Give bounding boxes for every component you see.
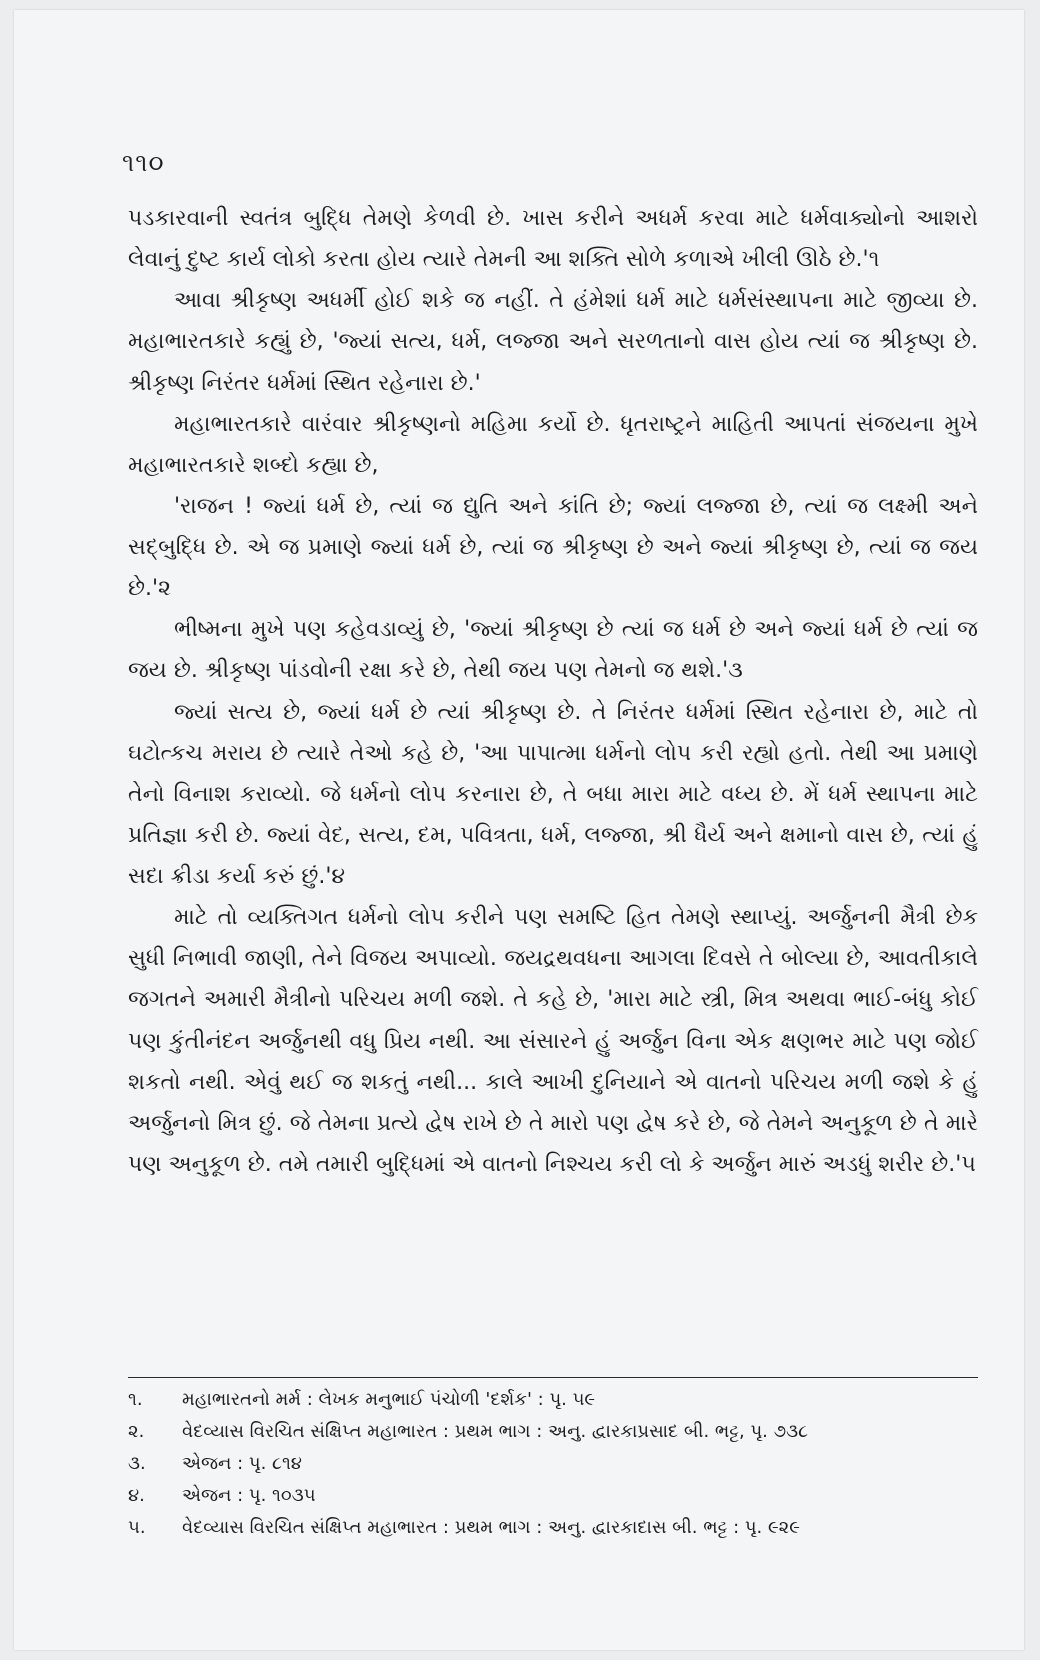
footnote-item [128,1480,978,1512]
footnote-number: ૨. [128,1421,145,1443]
footnote-item [128,1512,978,1544]
body-text [128,198,978,1185]
footnote-text: એજન : પૃ. ૧૦૩૫ [182,1485,316,1507]
page-number: ૧૧૦ [122,148,165,177]
paragraph-1: પડકારવાની સ્વતંત્ર બુદ્ધિ તેમણે કેળવી છે. ખાસ કરીને અધર્મ કરવા માટે ધર્મવાક્યોનો આશરો લેવાનું દુષ્ટ કાર્ય લોકો કરતા હોય ત્યારે તેમની આ શક્તિ સોળે કળાએ ખીલી ઊઠે છે.'૧ [128,206,978,273]
paragraph-7: માટે તો વ્યક્તિગત ધર્મનો લોપ કરીને પણ સમષ્ટિ હિત તેમણે સ્થાપ્યું. અર્જુનની મૈત્રી છેક સુધી નિભાવી જાણી, તેને વિજય અપાવ્યો. જયદ્રથવધના આગલા દિવસે તે બોલ્યા છે, આવતીકાલે જગતને અમારી મૈત્રીનો પરિચય મળી જશે. તે કહે છે, 'મારા માટે સ્ત્રી, મિત્ર અથવા ભાઈ-બંધુ કોઈ પણ કુંતીનંદન અર્જુનથી વધુ પ્રિય નથી. આ સંસારને હું અર્જુન વિના એક ક્ષણભર માટે પણ જોઈ શકતો નથી. એવું થઈ જ શકતું નથી... કાલે આખી દુનિયાને એ વાતનો પરિચય મળી જશે કે હું અર્જુનનો મિત્ર છું. જે તેમના પ્રત્યે દ્વેષ રાખે છે તે મારો પણ દ્વેષ કરે છે, જે તેમને અનુકૂળ છે તે મારે પણ અનુકૂળ છે. તમે તમારી બુદ્ધિમાં એ વાતનો નિશ્ચય કરી લો કે અર્જુન મારું અડધું શરીર છે.'૫ [128,905,978,1177]
footnote-divider [128,1377,978,1378]
footnote-number: ૪. [128,1485,145,1507]
paragraph-6: જ્યાં સત્ય છે, જ્યાં ધર્મ છે ત્યાં શ્રીકૃષ્ણ છે. તે નિરંતર ધર્મમાં સ્થિત રહેનારા છે, માટે તો ઘટોત્કચ મરાય છે ત્યારે તેઓ કહે છે, 'આ પાપાત્મા ધર્મનો લોપ કરી રહ્યો હતો. તેથી આ પ્રમાણે તેનો વિનાશ કરાવ્યો. જે ધર્મનો લોપ કરનારા છે, તે બધા મારા માટે વધ્ય છે. મેં ધર્મ સ્થાપના માટે પ્રતિજ્ઞા કરી છે. જ્યાં વેદ, સત્ય, દમ, પવિત્રતા, ધર્મ, લજ્જા, શ્રી ધૈર્ય અને ક્ષમાનો વાસ છે, ત્યાં હું સદા ક્રીડા કર્યા કરું છું.'૪ [128,699,978,889]
footnote-text: વેદવ્યાસ વિરચિત સંક્ષિપ્ત મહાભારત : પ્રથમ ભાગ : અનુ. દ્વારકાપ્રસાદ બી. ભટ્ટ, પૃ. ૭૩૮ [182,1421,809,1443]
footnote-item [128,1416,978,1448]
footnote-item [128,1448,978,1480]
footnote-number: ૧. [128,1389,143,1410]
footnote-text: મહાભારતનો મર્મ : લેખક મનુભાઈ પંચોળી 'દર્શક' : પૃ. ૫૯ [182,1389,596,1410]
paragraph-4-quote: 'રાજન ! જ્યાં ધર્મ છે, ત્યાં જ દ્યુતિ અને કાંતિ છે; જ્યાં લજ્જા છે, ત્યાં જ લક્ષ્મી અને સદ્બુદ્ધિ છે. એ જ પ્રમાણે જ્યાં ધર્મ છે, ત્યાં જ શ્રીકૃષ્ણ છે અને જ્યાં શ્રીકૃષ્ણ છે, ત્યાં જ જય છે.'૨ [128,493,978,602]
footnotes [128,1384,978,1544]
footnote-number: ૩. [128,1453,146,1475]
footnote-item [128,1384,978,1416]
book-page [14,10,1024,1650]
footnote-text: વેદવ્યાસ વિરચિત સંક્ષિપ્ત મહાભારત : પ્રથમ ભાગ : અનુ. દ્વારકાદાસ બી. ભટ્ટ : પૃ. ૯૨૯ [182,1517,800,1539]
paragraph-3: મહાભારતકારે વારંવાર શ્રીકૃષ્ણનો મહિમા કર્યો છે. ધૃતરાષ્ટ્રને માહિતી આપતાં સંજયના મુખે મહાભારતકારે શબ્દો કહ્યા છે, [128,411,978,478]
footnote-number: ૫. [128,1517,146,1539]
footnote-text: એજન : પૃ. ૮૧૪ [182,1453,302,1475]
paragraph-5: ભીષ્મના મુખે પણ કહેવડાવ્યું છે, 'જ્યાં શ્રીકૃષ્ણ છે ત્યાં જ ધર્મ છે અને જ્યાં ધર્મ છે ત્યાં જ જય છે. શ્રીકૃષ્ણ પાંડવોની રક્ષા કરે છે, તેથી જય પણ તેમનો જ થશે.'૩ [128,617,978,684]
paragraph-2: આવા શ્રીકૃષ્ણ અધર્મી હોઈ શકે જ નહીં. તે હંમેશાં ધર્મ માટે ધર્મસંસ્થાપના માટે જીવ્યા છે. મહાભારતકારે કહ્યું છે, 'જ્યાં સત્ય, ધર્મ, લજ્જા અને સરળતાનો વાસ હોય ત્યાં જ શ્રીકૃષ્ણ છે. શ્રીકૃષ્ણ નિરંતર ધર્મમાં સ્થિત રહેનારા છે.' [128,288,978,396]
